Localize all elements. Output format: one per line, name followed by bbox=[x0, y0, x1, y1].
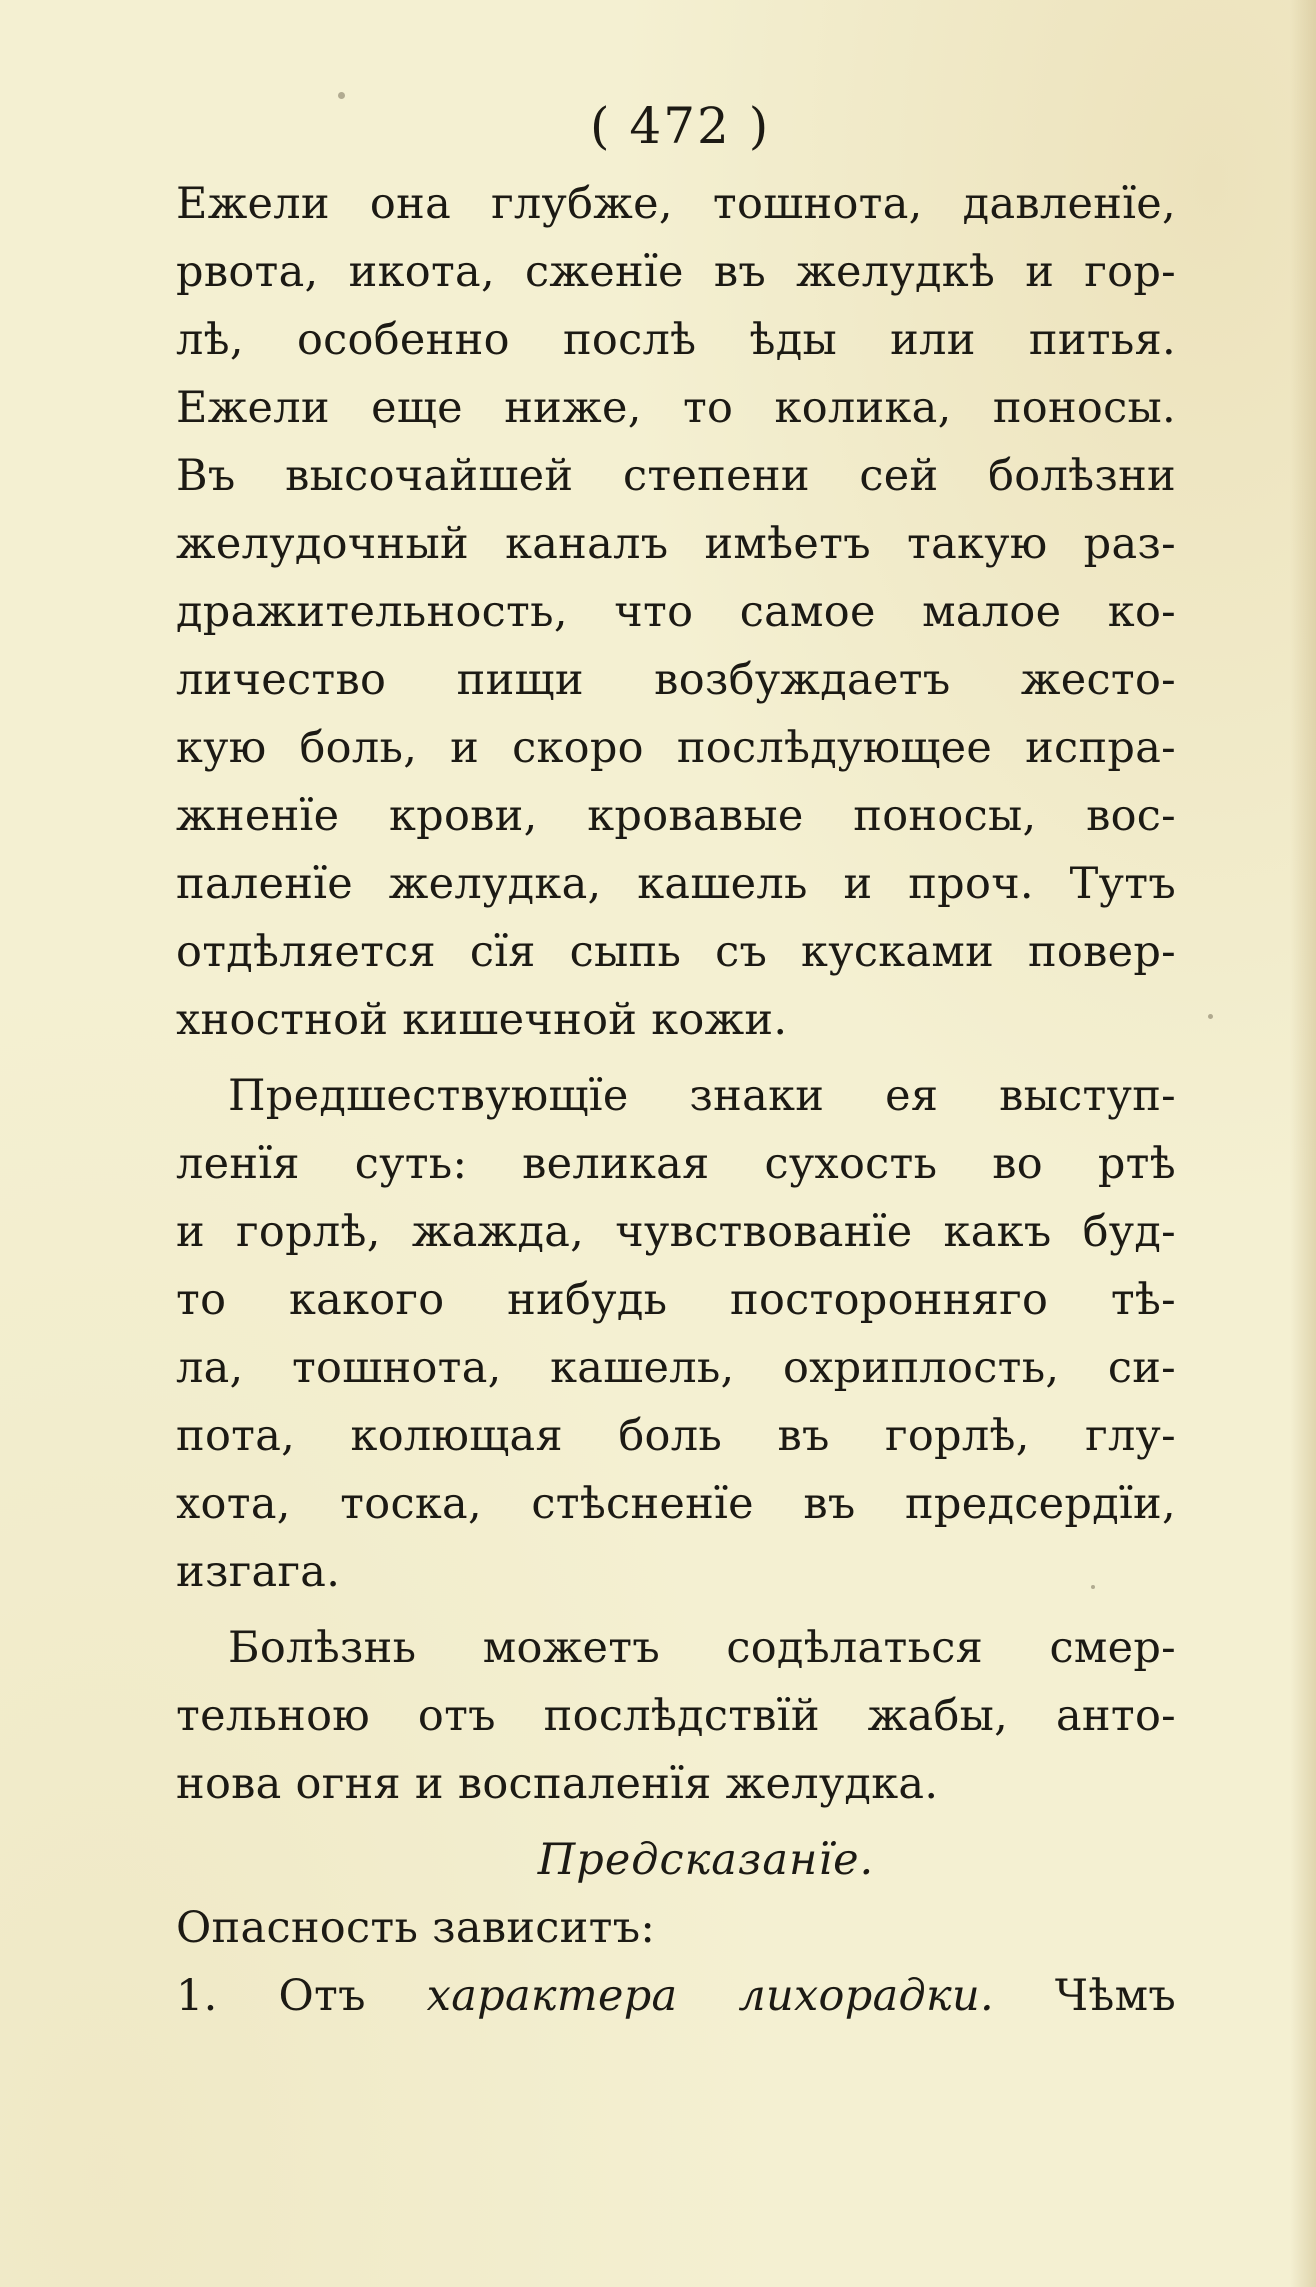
text-line: ла, тошнота, кашель, охриплость, си- bbox=[176, 1343, 1176, 1393]
text-line: пота, колющая боль въ горлѣ, глу- bbox=[176, 1411, 1176, 1461]
text-line: личество пищи возбуждаетъ жесто- bbox=[176, 655, 1176, 705]
paragraph-fatal bbox=[176, 1614, 1176, 1818]
text-line: паленїе желудка, кашель и проч. Тутъ bbox=[176, 859, 1176, 909]
paragraph-gap bbox=[176, 1606, 1176, 1614]
text-line: отдѣляется сїя сыпь съ кусками повер- bbox=[176, 927, 1176, 977]
list-item-suffix: Чѣмъ bbox=[1054, 1971, 1177, 2021]
section-heading: Предсказанїе. bbox=[537, 1835, 875, 1885]
text-line: Болѣзнь можетъ содѣлаться смер- bbox=[228, 1623, 1176, 1673]
text-line: дражительность, что самое малое ко- bbox=[176, 587, 1176, 637]
text-line: то какого нибудь посторонняго тѣ- bbox=[176, 1275, 1176, 1325]
list-item-italic: характера лихорадки. bbox=[426, 1971, 994, 2021]
text-line: желудочный каналъ имѣетъ такую раз- bbox=[176, 519, 1176, 569]
text-line: Предшествующїе знаки ея выступ- bbox=[228, 1071, 1176, 1121]
page-number: ( 472 ) bbox=[590, 97, 771, 155]
paragraph-gap bbox=[176, 1054, 1176, 1062]
section-intro: Опасность зависитъ: bbox=[176, 1903, 656, 1953]
paragraph-symptoms bbox=[176, 170, 1176, 1054]
text-line: кую боль, и скоро послѣдующее испра- bbox=[176, 723, 1176, 773]
text-line: хностной кишечной кожи. bbox=[176, 995, 788, 1045]
text-line: ленїя суть: великая сухость во ртѣ bbox=[176, 1139, 1176, 1189]
text-line: Ежели она глубже, тошнота, давленїе, bbox=[176, 179, 1176, 229]
page-body bbox=[176, 170, 1176, 2030]
paragraph-gap bbox=[176, 1818, 1176, 1826]
ink-speck bbox=[338, 92, 345, 99]
text-line: жненїе крови, кровавые поносы, вос- bbox=[176, 791, 1176, 841]
list-item-1 bbox=[176, 1962, 1176, 2030]
text-line: и горлѣ, жажда, чувствованїе какъ буд- bbox=[176, 1207, 1176, 1257]
text-line: нова огня и воспаленїя желудка. bbox=[176, 1759, 939, 1809]
ink-speck bbox=[1208, 1014, 1213, 1019]
text-line: хота, тоска, стѣсненїе въ предсердїи, bbox=[176, 1479, 1176, 1529]
list-item-prefix: Отъ bbox=[278, 1971, 366, 2021]
text-line: Ежели еще ниже, то колика, поносы. bbox=[176, 383, 1176, 433]
page-edge-shadow bbox=[1290, 0, 1316, 2287]
text-line: изгага. bbox=[176, 1547, 341, 1597]
text-line: лѣ, особенно послѣ ѣды или питья. bbox=[176, 315, 1176, 365]
text-line: Въ высочайшей степени сей болѣзни bbox=[176, 451, 1176, 501]
text-line: рвота, икота, сженїе въ желудкѣ и гор- bbox=[176, 247, 1176, 297]
paragraph-precursors bbox=[176, 1062, 1176, 1606]
text-line: тельною отъ послѣдствїй жабы, анто- bbox=[176, 1691, 1176, 1741]
list-item-number: 1. bbox=[176, 1971, 218, 2021]
